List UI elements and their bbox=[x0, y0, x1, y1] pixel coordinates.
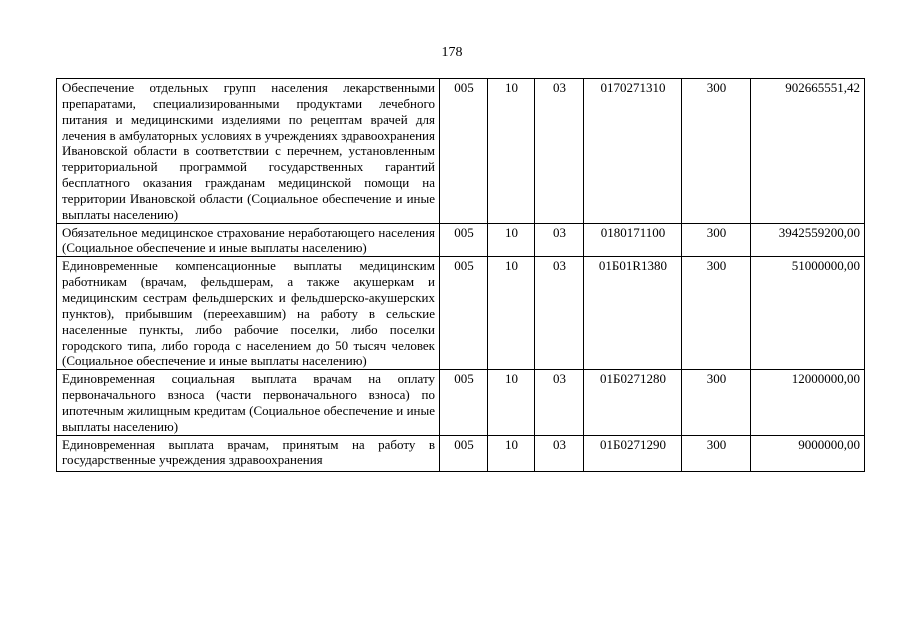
ministry-code-cell: 005 bbox=[440, 223, 488, 257]
expense-type-cell: 300 bbox=[682, 257, 751, 370]
description-cell: Единовременная выплата врачам, принятым на работу в государственные учреждения здравоохранения bbox=[57, 435, 440, 471]
table-row bbox=[57, 223, 865, 257]
ministry-code-cell: 005 bbox=[440, 435, 488, 471]
amount-cell: 51000000,00 bbox=[751, 257, 865, 370]
amount-cell: 12000000,00 bbox=[751, 370, 865, 435]
section-code-cell: 10 bbox=[488, 370, 535, 435]
target-article-cell: 01Б0271280 bbox=[584, 370, 682, 435]
description-cell: Единовременная социальная выплата врачам на оплату первоначального взноса (части первоначального взноса) по ипотечным жилищным кредитам (Социальное обеспечение и иные выплаты населению) bbox=[57, 370, 440, 435]
ministry-code-cell: 005 bbox=[440, 79, 488, 224]
section-code-cell: 10 bbox=[488, 223, 535, 257]
target-article-cell: 0180171100 bbox=[584, 223, 682, 257]
target-article-cell: 0170271310 bbox=[584, 79, 682, 224]
table-row bbox=[57, 435, 865, 471]
ministry-code-cell: 005 bbox=[440, 370, 488, 435]
amount-cell: 9000000,00 bbox=[751, 435, 865, 471]
subsection-code-cell: 03 bbox=[535, 435, 584, 471]
target-article-cell: 01Б01R1380 bbox=[584, 257, 682, 370]
expense-type-cell: 300 bbox=[682, 435, 751, 471]
subsection-code-cell: 03 bbox=[535, 79, 584, 224]
description-cell: Обеспечение отдельных групп населения лекарственными препаратами, специализированными продуктами лечебного питания и медицинскими изделиями по рецептам врачей для лечения в амбулаторных условиях в учреждениях здравоохранения Ивановской области в соответствии с перечнем, установленным территориальной программой государственных гарантий бесплатного оказания гражданам медицинской помощи на территории Ивановской области (Социальное обеспечение и иные выплаты населению) bbox=[57, 79, 440, 224]
table-row bbox=[57, 370, 865, 435]
expense-type-cell: 300 bbox=[682, 79, 751, 224]
target-article-cell: 01Б0271290 bbox=[584, 435, 682, 471]
amount-cell: 902665551,42 bbox=[751, 79, 865, 224]
subsection-code-cell: 03 bbox=[535, 370, 584, 435]
subsection-code-cell: 03 bbox=[535, 223, 584, 257]
section-code-cell: 10 bbox=[488, 79, 535, 224]
budget-table bbox=[56, 78, 865, 472]
page-number: 178 bbox=[441, 45, 463, 60]
description-cell: Обязательное медицинское страхование неработающего населения (Социальное обеспечение и иные выплаты населению) bbox=[57, 223, 440, 257]
expense-type-cell: 300 bbox=[682, 370, 751, 435]
subsection-code-cell: 03 bbox=[535, 257, 584, 370]
table-row bbox=[57, 257, 865, 370]
table-row bbox=[57, 79, 865, 224]
description-cell: Единовременные компенсационные выплаты медицинским работникам (врачам, фельдшерам, а также акушеркам и медицинским сестрам фельдшерских и фельдшерско-акушерских пунктов), прибывшим (переехавшим) на работу в сельские населенные пункты, либо рабочие поселки, либо поселки городского типа, либо города с населением до 50 тысяч человек (Социальное обеспечение и иные выплаты населению) bbox=[57, 257, 440, 370]
section-code-cell: 10 bbox=[488, 435, 535, 471]
ministry-code-cell: 005 bbox=[440, 257, 488, 370]
amount-cell: 3942559200,00 bbox=[751, 223, 865, 257]
expense-type-cell: 300 bbox=[682, 223, 751, 257]
section-code-cell: 10 bbox=[488, 257, 535, 370]
